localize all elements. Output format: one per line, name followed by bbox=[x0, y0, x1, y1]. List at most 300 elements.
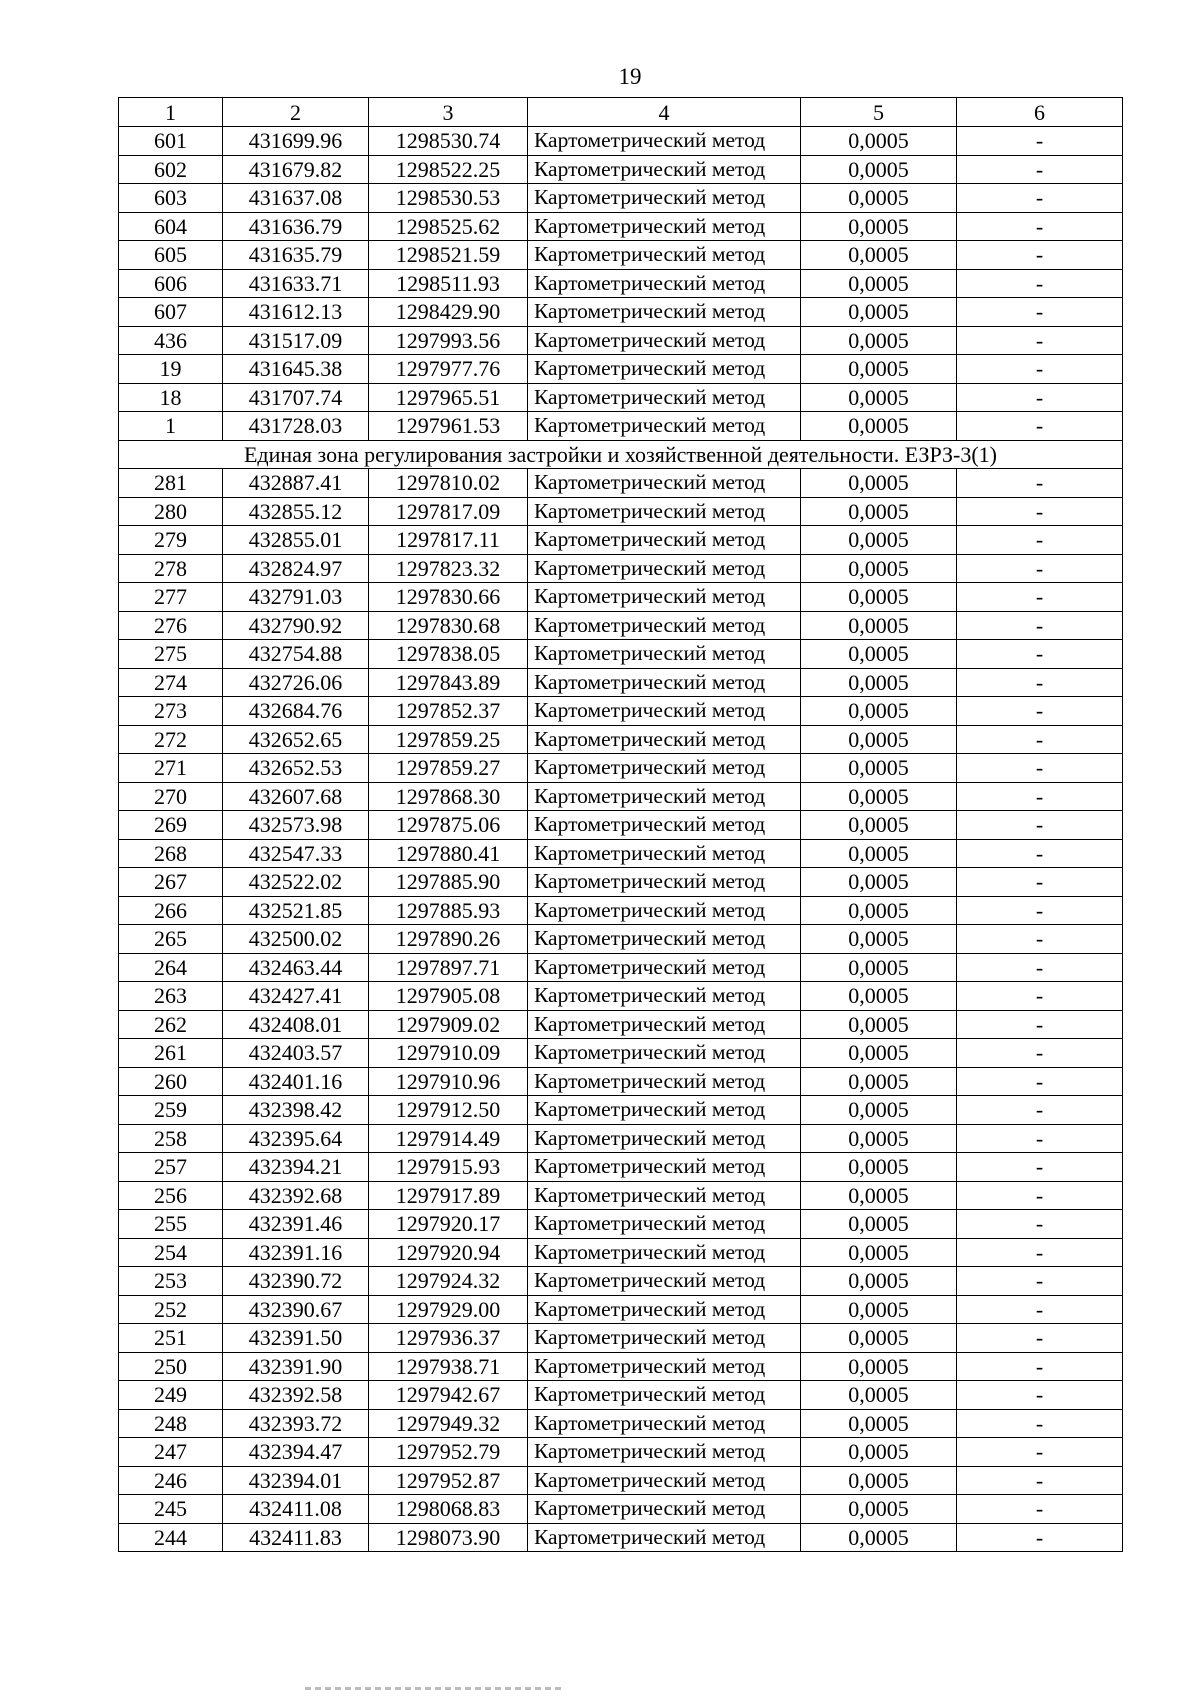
accuracy-cell: 0,0005 bbox=[801, 611, 957, 640]
method-cell: Картометрический метод bbox=[528, 269, 801, 298]
y-coordinate-cell: 1297977.76 bbox=[369, 355, 528, 384]
table-row bbox=[119, 554, 1123, 583]
y-coordinate-cell: 1297830.68 bbox=[369, 611, 528, 640]
point-number-cell: 270 bbox=[119, 782, 223, 811]
table-body bbox=[119, 98, 1123, 1552]
x-coordinate-cell: 431728.03 bbox=[223, 412, 369, 441]
method-cell: Картометрический метод bbox=[528, 526, 801, 555]
y-coordinate-cell: 1297942.67 bbox=[369, 1381, 528, 1410]
point-number-cell: 605 bbox=[119, 241, 223, 270]
x-coordinate-cell: 432392.58 bbox=[223, 1381, 369, 1410]
method-cell: Картометрический метод bbox=[528, 1010, 801, 1039]
point-number-cell: 264 bbox=[119, 953, 223, 982]
table-row bbox=[119, 1039, 1123, 1068]
accuracy-cell: 0,0005 bbox=[801, 868, 957, 897]
point-number-cell: 258 bbox=[119, 1124, 223, 1153]
method-cell: Картометрический метод bbox=[528, 1295, 801, 1324]
point-number-cell: 262 bbox=[119, 1010, 223, 1039]
x-coordinate-cell: 432411.08 bbox=[223, 1495, 369, 1524]
method-cell: Картометрический метод bbox=[528, 982, 801, 1011]
accuracy-cell: 0,0005 bbox=[801, 526, 957, 555]
point-number-cell: 607 bbox=[119, 298, 223, 327]
note-cell: - bbox=[957, 782, 1123, 811]
x-coordinate-cell: 432403.57 bbox=[223, 1039, 369, 1068]
point-number-cell: 278 bbox=[119, 554, 223, 583]
note-cell: - bbox=[957, 326, 1123, 355]
method-cell: Картометрический метод bbox=[528, 953, 801, 982]
accuracy-cell: 0,0005 bbox=[801, 725, 957, 754]
table-row bbox=[119, 155, 1123, 184]
point-number-cell: 267 bbox=[119, 868, 223, 897]
y-coordinate-cell: 1297965.51 bbox=[369, 383, 528, 412]
y-coordinate-cell: 1297859.25 bbox=[369, 725, 528, 754]
x-coordinate-cell: 432391.90 bbox=[223, 1352, 369, 1381]
x-coordinate-cell: 432726.06 bbox=[223, 668, 369, 697]
y-coordinate-cell: 1297936.37 bbox=[369, 1324, 528, 1353]
note-cell: - bbox=[957, 1523, 1123, 1552]
table-row bbox=[119, 839, 1123, 868]
note-cell: - bbox=[957, 925, 1123, 954]
y-coordinate-cell: 1297929.00 bbox=[369, 1295, 528, 1324]
y-coordinate-cell: 1297920.17 bbox=[369, 1210, 528, 1239]
accuracy-cell: 0,0005 bbox=[801, 1010, 957, 1039]
note-cell: - bbox=[957, 383, 1123, 412]
accuracy-cell: 0,0005 bbox=[801, 782, 957, 811]
accuracy-cell: 0,0005 bbox=[801, 1210, 957, 1239]
table-row bbox=[119, 526, 1123, 555]
table-row bbox=[119, 868, 1123, 897]
table-row bbox=[119, 1438, 1123, 1467]
point-number-cell: 257 bbox=[119, 1153, 223, 1182]
table-row bbox=[119, 127, 1123, 156]
x-coordinate-cell: 431679.82 bbox=[223, 155, 369, 184]
note-cell: - bbox=[957, 668, 1123, 697]
method-cell: Картометрический метод bbox=[528, 583, 801, 612]
table-row bbox=[119, 1067, 1123, 1096]
point-number-cell: 604 bbox=[119, 212, 223, 241]
note-cell: - bbox=[957, 1238, 1123, 1267]
accuracy-cell: 0,0005 bbox=[801, 1039, 957, 1068]
accuracy-cell: 0,0005 bbox=[801, 754, 957, 783]
section-row bbox=[119, 440, 1123, 469]
accuracy-cell: 0,0005 bbox=[801, 697, 957, 726]
note-cell: - bbox=[957, 1352, 1123, 1381]
method-cell: Картометрический метод bbox=[528, 326, 801, 355]
coordinates-table bbox=[118, 97, 1123, 1552]
y-coordinate-cell: 1297852.37 bbox=[369, 697, 528, 726]
point-number-cell: 252 bbox=[119, 1295, 223, 1324]
y-coordinate-cell: 1297952.87 bbox=[369, 1466, 528, 1495]
point-number-cell: 272 bbox=[119, 725, 223, 754]
method-cell: Картометрический метод bbox=[528, 184, 801, 213]
point-number-cell: 244 bbox=[119, 1523, 223, 1552]
table-row bbox=[119, 697, 1123, 726]
header-cell: 1 bbox=[119, 98, 223, 127]
y-coordinate-cell: 1297914.49 bbox=[369, 1124, 528, 1153]
accuracy-cell: 0,0005 bbox=[801, 355, 957, 384]
point-number-cell: 606 bbox=[119, 269, 223, 298]
x-coordinate-cell: 432398.42 bbox=[223, 1096, 369, 1125]
method-cell: Картометрический метод bbox=[528, 1267, 801, 1296]
method-cell: Картометрический метод bbox=[528, 1438, 801, 1467]
y-coordinate-cell: 1298530.53 bbox=[369, 184, 528, 213]
accuracy-cell: 0,0005 bbox=[801, 326, 957, 355]
accuracy-cell: 0,0005 bbox=[801, 269, 957, 298]
table-row bbox=[119, 811, 1123, 840]
table-row bbox=[119, 269, 1123, 298]
x-coordinate-cell: 432401.16 bbox=[223, 1067, 369, 1096]
method-cell: Картометрический метод bbox=[528, 896, 801, 925]
point-number-cell: 19 bbox=[119, 355, 223, 384]
point-number-cell: 436 bbox=[119, 326, 223, 355]
note-cell: - bbox=[957, 1096, 1123, 1125]
accuracy-cell: 0,0005 bbox=[801, 1352, 957, 1381]
x-coordinate-cell: 432394.01 bbox=[223, 1466, 369, 1495]
y-coordinate-cell: 1297924.32 bbox=[369, 1267, 528, 1296]
table-row bbox=[119, 896, 1123, 925]
table-row bbox=[119, 640, 1123, 669]
note-cell: - bbox=[957, 1466, 1123, 1495]
point-number-cell: 269 bbox=[119, 811, 223, 840]
table-row bbox=[119, 1324, 1123, 1353]
x-coordinate-cell: 432547.33 bbox=[223, 839, 369, 868]
x-coordinate-cell: 432392.68 bbox=[223, 1181, 369, 1210]
table-row bbox=[119, 1210, 1123, 1239]
point-number-cell: 263 bbox=[119, 982, 223, 1011]
table-row bbox=[119, 1495, 1123, 1524]
y-coordinate-cell: 1298522.25 bbox=[369, 155, 528, 184]
x-coordinate-cell: 432394.21 bbox=[223, 1153, 369, 1182]
y-coordinate-cell: 1297917.89 bbox=[369, 1181, 528, 1210]
method-cell: Картометрический метод bbox=[528, 1181, 801, 1210]
y-coordinate-cell: 1298511.93 bbox=[369, 269, 528, 298]
x-coordinate-cell: 432887.41 bbox=[223, 469, 369, 498]
point-number-cell: 1 bbox=[119, 412, 223, 441]
note-cell: - bbox=[957, 1267, 1123, 1296]
accuracy-cell: 0,0005 bbox=[801, 1096, 957, 1125]
accuracy-cell: 0,0005 bbox=[801, 1295, 957, 1324]
note-cell: - bbox=[957, 1381, 1123, 1410]
point-number-cell: 245 bbox=[119, 1495, 223, 1524]
x-coordinate-cell: 431517.09 bbox=[223, 326, 369, 355]
point-number-cell: 268 bbox=[119, 839, 223, 868]
method-cell: Картометрический метод bbox=[528, 127, 801, 156]
accuracy-cell: 0,0005 bbox=[801, 127, 957, 156]
method-cell: Картометрический метод bbox=[528, 298, 801, 327]
table-row bbox=[119, 1295, 1123, 1324]
y-coordinate-cell: 1297817.11 bbox=[369, 526, 528, 555]
x-coordinate-cell: 432607.68 bbox=[223, 782, 369, 811]
table-row bbox=[119, 1124, 1123, 1153]
table-row bbox=[119, 611, 1123, 640]
note-cell: - bbox=[957, 1153, 1123, 1182]
accuracy-cell: 0,0005 bbox=[801, 1153, 957, 1182]
accuracy-cell: 0,0005 bbox=[801, 640, 957, 669]
table-row bbox=[119, 469, 1123, 498]
accuracy-cell: 0,0005 bbox=[801, 383, 957, 412]
point-number-cell: 261 bbox=[119, 1039, 223, 1068]
method-cell: Картометрический метод bbox=[528, 155, 801, 184]
header-cell: 6 bbox=[957, 98, 1123, 127]
accuracy-cell: 0,0005 bbox=[801, 1238, 957, 1267]
x-coordinate-cell: 432408.01 bbox=[223, 1010, 369, 1039]
table-row bbox=[119, 782, 1123, 811]
table-row bbox=[119, 497, 1123, 526]
section-title: Единая зона регулирования застройки и хозяйственной деятельности. ЕЗРЗ-3(1) bbox=[119, 440, 1123, 469]
accuracy-cell: 0,0005 bbox=[801, 668, 957, 697]
accuracy-cell: 0,0005 bbox=[801, 1267, 957, 1296]
table-row bbox=[119, 725, 1123, 754]
x-coordinate-cell: 432411.83 bbox=[223, 1523, 369, 1552]
method-cell: Картометрический метод bbox=[528, 1067, 801, 1096]
y-coordinate-cell: 1297993.56 bbox=[369, 326, 528, 355]
method-cell: Картометрический метод bbox=[528, 241, 801, 270]
table-row bbox=[119, 1010, 1123, 1039]
note-cell: - bbox=[957, 1039, 1123, 1068]
table-row bbox=[119, 668, 1123, 697]
accuracy-cell: 0,0005 bbox=[801, 1409, 957, 1438]
accuracy-cell: 0,0005 bbox=[801, 1381, 957, 1410]
table-row bbox=[119, 982, 1123, 1011]
y-coordinate-cell: 1297912.50 bbox=[369, 1096, 528, 1125]
note-cell: - bbox=[957, 554, 1123, 583]
x-coordinate-cell: 431699.96 bbox=[223, 127, 369, 156]
y-coordinate-cell: 1297875.06 bbox=[369, 811, 528, 840]
point-number-cell: 266 bbox=[119, 896, 223, 925]
point-number-cell: 275 bbox=[119, 640, 223, 669]
note-cell: - bbox=[957, 1124, 1123, 1153]
method-cell: Картометрический метод bbox=[528, 811, 801, 840]
table-row bbox=[119, 1466, 1123, 1495]
note-cell: - bbox=[957, 1010, 1123, 1039]
method-cell: Картометрический метод bbox=[528, 1238, 801, 1267]
method-cell: Картометрический метод bbox=[528, 640, 801, 669]
note-cell: - bbox=[957, 155, 1123, 184]
y-coordinate-cell: 1297817.09 bbox=[369, 497, 528, 526]
header-cell: 5 bbox=[801, 98, 957, 127]
table-row bbox=[119, 1153, 1123, 1182]
accuracy-cell: 0,0005 bbox=[801, 212, 957, 241]
point-number-cell: 279 bbox=[119, 526, 223, 555]
accuracy-cell: 0,0005 bbox=[801, 1181, 957, 1210]
y-coordinate-cell: 1298530.74 bbox=[369, 127, 528, 156]
y-coordinate-cell: 1298521.59 bbox=[369, 241, 528, 270]
method-cell: Картометрический метод bbox=[528, 1210, 801, 1239]
table-row bbox=[119, 184, 1123, 213]
accuracy-cell: 0,0005 bbox=[801, 554, 957, 583]
method-cell: Картометрический метод bbox=[528, 668, 801, 697]
point-number-cell: 259 bbox=[119, 1096, 223, 1125]
x-coordinate-cell: 431707.74 bbox=[223, 383, 369, 412]
method-cell: Картометрический метод bbox=[528, 839, 801, 868]
accuracy-cell: 0,0005 bbox=[801, 1523, 957, 1552]
table-row bbox=[119, 925, 1123, 954]
x-coordinate-cell: 432824.97 bbox=[223, 554, 369, 583]
note-cell: - bbox=[957, 1181, 1123, 1210]
note-cell: - bbox=[957, 1295, 1123, 1324]
x-coordinate-cell: 431633.71 bbox=[223, 269, 369, 298]
point-number-cell: 276 bbox=[119, 611, 223, 640]
point-number-cell: 603 bbox=[119, 184, 223, 213]
x-coordinate-cell: 432522.02 bbox=[223, 868, 369, 897]
point-number-cell: 260 bbox=[119, 1067, 223, 1096]
method-cell: Картометрический метод bbox=[528, 754, 801, 783]
method-cell: Картометрический метод bbox=[528, 1096, 801, 1125]
y-coordinate-cell: 1297859.27 bbox=[369, 754, 528, 783]
accuracy-cell: 0,0005 bbox=[801, 953, 957, 982]
note-cell: - bbox=[957, 241, 1123, 270]
y-coordinate-cell: 1297961.53 bbox=[369, 412, 528, 441]
y-coordinate-cell: 1297843.89 bbox=[369, 668, 528, 697]
note-cell: - bbox=[957, 269, 1123, 298]
note-cell: - bbox=[957, 839, 1123, 868]
header-cell: 2 bbox=[223, 98, 369, 127]
method-cell: Картометрический метод bbox=[528, 383, 801, 412]
note-cell: - bbox=[957, 896, 1123, 925]
note-cell: - bbox=[957, 526, 1123, 555]
method-cell: Картометрический метод bbox=[528, 497, 801, 526]
method-cell: Картометрический метод bbox=[528, 1495, 801, 1524]
x-coordinate-cell: 431612.13 bbox=[223, 298, 369, 327]
x-coordinate-cell: 432652.65 bbox=[223, 725, 369, 754]
note-cell: - bbox=[957, 412, 1123, 441]
method-cell: Картометрический метод bbox=[528, 782, 801, 811]
note-cell: - bbox=[957, 583, 1123, 612]
accuracy-cell: 0,0005 bbox=[801, 839, 957, 868]
accuracy-cell: 0,0005 bbox=[801, 896, 957, 925]
table-row bbox=[119, 383, 1123, 412]
note-cell: - bbox=[957, 355, 1123, 384]
table-row bbox=[119, 1352, 1123, 1381]
x-coordinate-cell: 432391.16 bbox=[223, 1238, 369, 1267]
y-coordinate-cell: 1297952.79 bbox=[369, 1438, 528, 1467]
y-coordinate-cell: 1297920.94 bbox=[369, 1238, 528, 1267]
y-coordinate-cell: 1297838.05 bbox=[369, 640, 528, 669]
method-cell: Картометрический метод bbox=[528, 1352, 801, 1381]
y-coordinate-cell: 1297910.96 bbox=[369, 1067, 528, 1096]
method-cell: Картометрический метод bbox=[528, 1124, 801, 1153]
note-cell: - bbox=[957, 1324, 1123, 1353]
y-coordinate-cell: 1297949.32 bbox=[369, 1409, 528, 1438]
note-cell: - bbox=[957, 1210, 1123, 1239]
table-row bbox=[119, 1267, 1123, 1296]
note-cell: - bbox=[957, 811, 1123, 840]
accuracy-cell: 0,0005 bbox=[801, 811, 957, 840]
y-coordinate-cell: 1297909.02 bbox=[369, 1010, 528, 1039]
note-cell: - bbox=[957, 697, 1123, 726]
x-coordinate-cell: 432573.98 bbox=[223, 811, 369, 840]
x-coordinate-cell: 432394.47 bbox=[223, 1438, 369, 1467]
y-coordinate-cell: 1297810.02 bbox=[369, 469, 528, 498]
point-number-cell: 251 bbox=[119, 1324, 223, 1353]
y-coordinate-cell: 1298068.83 bbox=[369, 1495, 528, 1524]
method-cell: Картометрический метод bbox=[528, 611, 801, 640]
accuracy-cell: 0,0005 bbox=[801, 1495, 957, 1524]
method-cell: Картометрический метод bbox=[528, 1523, 801, 1552]
method-cell: Картометрический метод bbox=[528, 412, 801, 441]
note-cell: - bbox=[957, 611, 1123, 640]
page-number: 19 bbox=[618, 64, 642, 89]
method-cell: Картометрический метод bbox=[528, 469, 801, 498]
point-number-cell: 254 bbox=[119, 1238, 223, 1267]
x-coordinate-cell: 432855.01 bbox=[223, 526, 369, 555]
accuracy-cell: 0,0005 bbox=[801, 155, 957, 184]
note-cell: - bbox=[957, 127, 1123, 156]
accuracy-cell: 0,0005 bbox=[801, 241, 957, 270]
point-number-cell: 256 bbox=[119, 1181, 223, 1210]
y-coordinate-cell: 1297885.90 bbox=[369, 868, 528, 897]
point-number-cell: 255 bbox=[119, 1210, 223, 1239]
accuracy-cell: 0,0005 bbox=[801, 1324, 957, 1353]
x-coordinate-cell: 432500.02 bbox=[223, 925, 369, 954]
x-coordinate-cell: 431645.38 bbox=[223, 355, 369, 384]
table-row bbox=[119, 355, 1123, 384]
x-coordinate-cell: 432393.72 bbox=[223, 1409, 369, 1438]
table-row bbox=[119, 212, 1123, 241]
note-cell: - bbox=[957, 1495, 1123, 1524]
y-coordinate-cell: 1297938.71 bbox=[369, 1352, 528, 1381]
point-number-cell: 253 bbox=[119, 1267, 223, 1296]
point-number-cell: 274 bbox=[119, 668, 223, 697]
method-cell: Картометрический метод bbox=[528, 1409, 801, 1438]
note-cell: - bbox=[957, 754, 1123, 783]
header-cell: 3 bbox=[369, 98, 528, 127]
note-cell: - bbox=[957, 1067, 1123, 1096]
note-cell: - bbox=[957, 640, 1123, 669]
header-cell: 4 bbox=[528, 98, 801, 127]
method-cell: Картометрический метод bbox=[528, 697, 801, 726]
accuracy-cell: 0,0005 bbox=[801, 1466, 957, 1495]
scan-artifact bbox=[305, 1687, 565, 1690]
point-number-cell: 273 bbox=[119, 697, 223, 726]
x-coordinate-cell: 432791.03 bbox=[223, 583, 369, 612]
method-cell: Картометрический метод bbox=[528, 1039, 801, 1068]
y-coordinate-cell: 1297915.93 bbox=[369, 1153, 528, 1182]
y-coordinate-cell: 1297830.66 bbox=[369, 583, 528, 612]
table-row bbox=[119, 1181, 1123, 1210]
accuracy-cell: 0,0005 bbox=[801, 583, 957, 612]
point-number-cell: 247 bbox=[119, 1438, 223, 1467]
x-coordinate-cell: 432754.88 bbox=[223, 640, 369, 669]
table-row bbox=[119, 953, 1123, 982]
x-coordinate-cell: 432855.12 bbox=[223, 497, 369, 526]
table-row bbox=[119, 412, 1123, 441]
accuracy-cell: 0,0005 bbox=[801, 184, 957, 213]
table-row bbox=[119, 583, 1123, 612]
method-cell: Картометрический метод bbox=[528, 868, 801, 897]
x-coordinate-cell: 431637.08 bbox=[223, 184, 369, 213]
x-coordinate-cell: 432684.76 bbox=[223, 697, 369, 726]
note-cell: - bbox=[957, 469, 1123, 498]
point-number-cell: 280 bbox=[119, 497, 223, 526]
table-row bbox=[119, 1409, 1123, 1438]
method-cell: Картометрический метод bbox=[528, 725, 801, 754]
x-coordinate-cell: 432390.67 bbox=[223, 1295, 369, 1324]
y-coordinate-cell: 1297897.71 bbox=[369, 953, 528, 982]
table-row bbox=[119, 1238, 1123, 1267]
note-cell: - bbox=[957, 1409, 1123, 1438]
accuracy-cell: 0,0005 bbox=[801, 469, 957, 498]
y-coordinate-cell: 1297910.09 bbox=[369, 1039, 528, 1068]
y-coordinate-cell: 1297880.41 bbox=[369, 839, 528, 868]
accuracy-cell: 0,0005 bbox=[801, 412, 957, 441]
point-number-cell: 602 bbox=[119, 155, 223, 184]
y-coordinate-cell: 1298073.90 bbox=[369, 1523, 528, 1552]
method-cell: Картометрический метод bbox=[528, 1153, 801, 1182]
note-cell: - bbox=[957, 725, 1123, 754]
note-cell: - bbox=[957, 953, 1123, 982]
table-row bbox=[119, 1096, 1123, 1125]
